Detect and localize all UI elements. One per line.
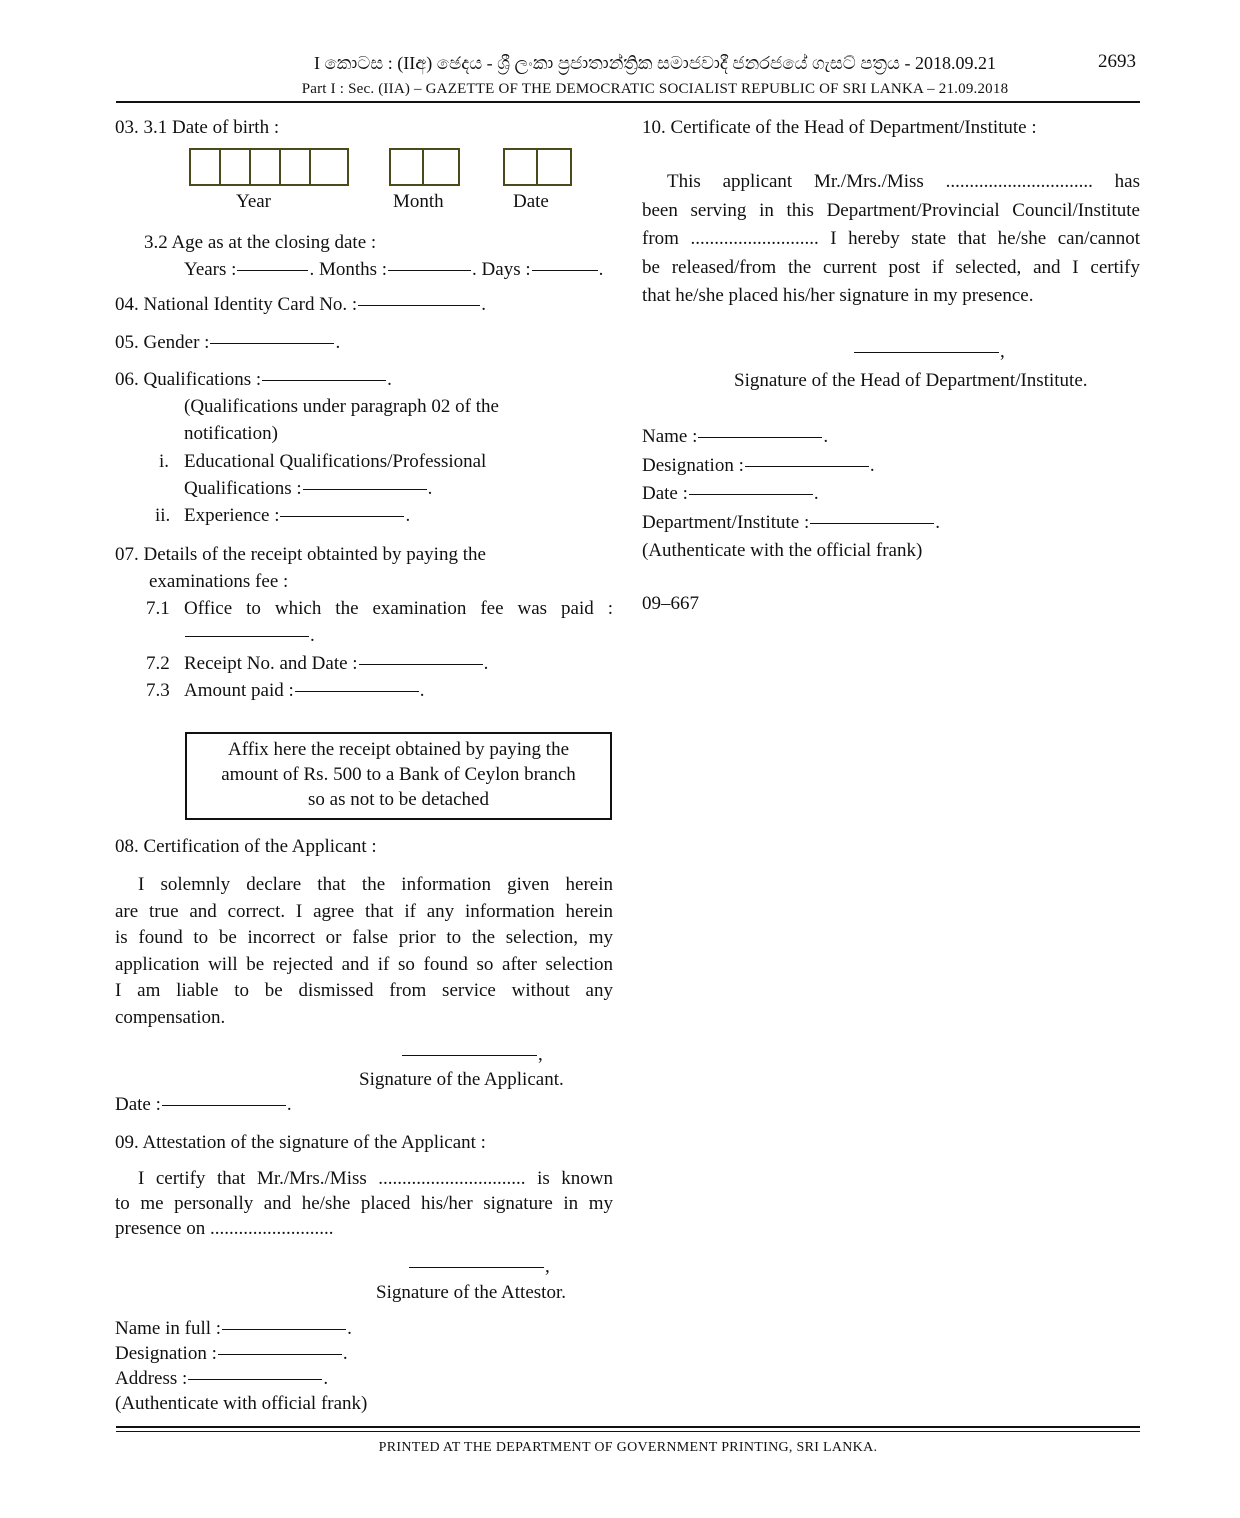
head-signature-line: , (853, 338, 1005, 365)
head-frank-note: (Authenticate with the official frank) (642, 540, 923, 561)
section-5: 05. Gender : . (115, 332, 341, 353)
reference-number: 09–667 (642, 593, 699, 614)
item-7-3-number: 7.3 (146, 680, 170, 701)
applicant-signature-line: , (401, 1041, 543, 1068)
applicant-date-row: Date : . (115, 1094, 292, 1115)
footer-printer: PRINTED AT THE DEPARTMENT OF GOVERNMENT PRINTING, SRI LANKA. (378, 1440, 878, 1455)
header-sinhala-line: I කොටස : (IIඅ) ඡෙදය - ශ්‍රී ලංකා ප්‍රජාතාන්ත්‍රික සමාජවාදී ජනරජයේ ගැසට් පත්‍රය - 2018.09.21 (314, 53, 996, 73)
receipt-box-line-1: Affix here the receipt obtained by paying the (228, 739, 569, 760)
declaration-line-3: is found to be incorrect or false prior to the selection, my (115, 927, 613, 948)
section-7-heading-1: 07. Details of the receipt obtainted by paying the (115, 544, 486, 565)
gender-label: 05. Gender : (115, 332, 210, 353)
experience-row: Experience : . (184, 505, 411, 526)
head-name-row: Name : . (642, 426, 829, 447)
item-7-2-number: 7.2 (146, 653, 170, 674)
days-label: . Days : (472, 259, 531, 280)
date-boxes[interactable] (503, 148, 570, 186)
head-dept-label: Department/Institute : (642, 511, 810, 533)
attestor-address-blank[interactable] (188, 1379, 322, 1380)
head-name-label: Name : (642, 426, 698, 447)
receipt-box-line-3: so as not to be detached (308, 789, 489, 810)
header-rule (116, 101, 1140, 103)
edu-qualifications-label-2: Qualifications : (184, 478, 302, 499)
section-3-1-heading: 03. 3.1 Date of birth : (115, 117, 280, 138)
amount-row: Amount paid : . (184, 680, 425, 701)
declaration-line-2: are true and correct. I agree that if any information herein (115, 900, 613, 922)
footer-rule-thick (116, 1426, 1140, 1428)
attestation-line-2: to me personally and he/she placed his/her signature in my (115, 1193, 613, 1214)
section-9-heading: 09. Attestation of the signature of the Applicant : (115, 1132, 486, 1153)
attestor-signature-blank[interactable] (409, 1267, 544, 1268)
attestation-line-3: presence on .......................... (115, 1218, 334, 1239)
month-label: Month (393, 191, 444, 212)
head-designation-blank[interactable] (745, 466, 869, 467)
applicant-declaration (115, 872, 613, 1031)
edu-qualifications-blank[interactable] (303, 489, 427, 490)
footer-rule-thin (116, 1431, 1140, 1432)
attestation-text (115, 1166, 613, 1241)
edu-qualifications-row: Qualifications : . (184, 478, 433, 499)
head-signature-blank[interactable] (854, 352, 999, 353)
attestor-frank-note: (Authenticate with official frank) (115, 1393, 368, 1414)
age-fields: Years : . Months : . Days : . (184, 259, 604, 280)
year-label: Year (236, 191, 272, 212)
nic-blank[interactable] (358, 305, 480, 306)
receipt-label: Receipt No. and Date : (184, 653, 358, 674)
attestor-details (115, 1316, 367, 1416)
section-7-heading-2: examinations fee : (149, 571, 289, 592)
section-4: 04. National Identity Card No. : . (115, 294, 486, 315)
attestor-designation-blank[interactable] (218, 1354, 342, 1355)
head-signature-label: Signature of the Head of Department/Institute. (734, 370, 1088, 391)
nic-label: 04. National Identity Card No. : (115, 294, 358, 315)
edu-qualifications-label-1: Educational Qualifications/Professional (184, 451, 487, 472)
qualifications-blank[interactable] (262, 380, 386, 381)
receipt-box-line-2: amount of Rs. 500 to a Bank of Ceylon branch (221, 764, 576, 785)
section-8-heading: 08. Certification of the Applicant : (115, 836, 377, 857)
year-boxes[interactable] (189, 148, 347, 186)
head-date-row: Date : . (642, 483, 819, 504)
page-number: 2693 (1098, 51, 1136, 72)
applicant-date-blank[interactable] (162, 1105, 286, 1106)
head-certificate-text (642, 168, 1140, 311)
attestor-designation-label: Designation : (115, 1343, 217, 1364)
applicant-signature-label: Signature of the Applicant. (359, 1069, 564, 1090)
receipt-row: Receipt No. and Date : . (184, 653, 489, 674)
item-i-number: i. (159, 451, 170, 472)
section-10-heading: 10. Certificate of the Head of Department/Institute : (642, 117, 1037, 138)
applicant-date-label: Date : (115, 1094, 161, 1115)
office-row: . (184, 622, 315, 649)
attestor-address-label: Address : (115, 1368, 188, 1389)
head-cert-line-1: This applicant Mr./Mrs./Miss ............................... has (667, 171, 1140, 192)
head-cert-line-2: been serving in this Department/Provincial Council/Institute (642, 199, 1140, 221)
receipt-blank[interactable] (359, 664, 483, 665)
attestor-designation-row: Designation : . (115, 1343, 348, 1364)
declaration-line-4: application will be rejected and if so found so after selection (115, 953, 613, 975)
days-blank[interactable] (532, 270, 598, 271)
item-ii-number: ii. (155, 505, 171, 526)
month-boxes[interactable] (389, 148, 458, 186)
attestor-signature-label: Signature of the Attestor. (376, 1282, 566, 1303)
section-3-2-heading: 3.2 Age as at the closing date : (144, 232, 377, 253)
attestor-name-row: Name in full : . (115, 1318, 352, 1339)
head-dept-row: Department/Institute : . (642, 511, 941, 533)
years-label: Years : (184, 259, 237, 280)
item-7-1-number: 7.1 (146, 598, 170, 619)
section-6: 06. Qualifications : . (115, 369, 392, 390)
head-designation-label: Designation : (642, 454, 744, 476)
qualifications-label: 06. Qualifications : (115, 369, 262, 390)
head-date-label: Date : (642, 483, 688, 504)
head-name-blank[interactable] (698, 437, 822, 438)
attestor-address-row: Address : . (115, 1368, 329, 1389)
qualifications-note-2: notification) (184, 423, 278, 444)
head-details (642, 423, 940, 566)
head-designation-row: Designation : . (642, 454, 875, 476)
years-blank[interactable] (237, 270, 308, 271)
applicant-signature-blank[interactable] (402, 1055, 537, 1056)
months-blank[interactable] (388, 270, 471, 271)
experience-blank[interactable] (280, 516, 404, 517)
experience-label: Experience : (184, 505, 280, 526)
receipt-affix-box (185, 732, 612, 820)
head-cert-line-4: be released/from the current post if selected, and I certify (642, 256, 1140, 278)
head-cert-line-5: that he/she placed his/her signature in my presence. (642, 285, 1034, 306)
amount-blank[interactable] (295, 691, 419, 692)
gender-blank[interactable] (210, 343, 334, 344)
date-label: Date (513, 191, 549, 212)
head-date-blank[interactable] (689, 494, 813, 495)
qualifications-note-1: (Qualifications under paragraph 02 of the (184, 396, 499, 417)
declaration-line-6: compensation. (115, 1006, 226, 1028)
header-english-line: Part I : Sec. (IIA) – GAZETTE OF THE DEMOCRATIC SOCIALIST REPUBLIC OF SRI LANKA – 21.09.2018 (301, 81, 1009, 97)
amount-label: Amount paid : (184, 680, 294, 701)
head-dept-blank[interactable] (810, 523, 934, 524)
months-label: . Months : (309, 259, 388, 280)
declaration-line-5: I am liable to be dismissed from service without any (115, 980, 613, 1001)
attestation-line-1: I certify that Mr./Mrs./Miss ............................... is known (138, 1168, 613, 1189)
office-blank[interactable] (185, 636, 309, 637)
attestor-name-label: Name in full : (115, 1318, 222, 1339)
attestor-name-blank[interactable] (222, 1329, 346, 1330)
office-label: Office to which the examination fee was paid : (184, 598, 613, 619)
head-cert-line-3: from ........................... I hereby state that he/she can/cannot (642, 228, 1140, 249)
attestor-signature-line: , (408, 1253, 550, 1280)
declaration-line-1: I solemnly declare that the information given herein (138, 874, 613, 895)
